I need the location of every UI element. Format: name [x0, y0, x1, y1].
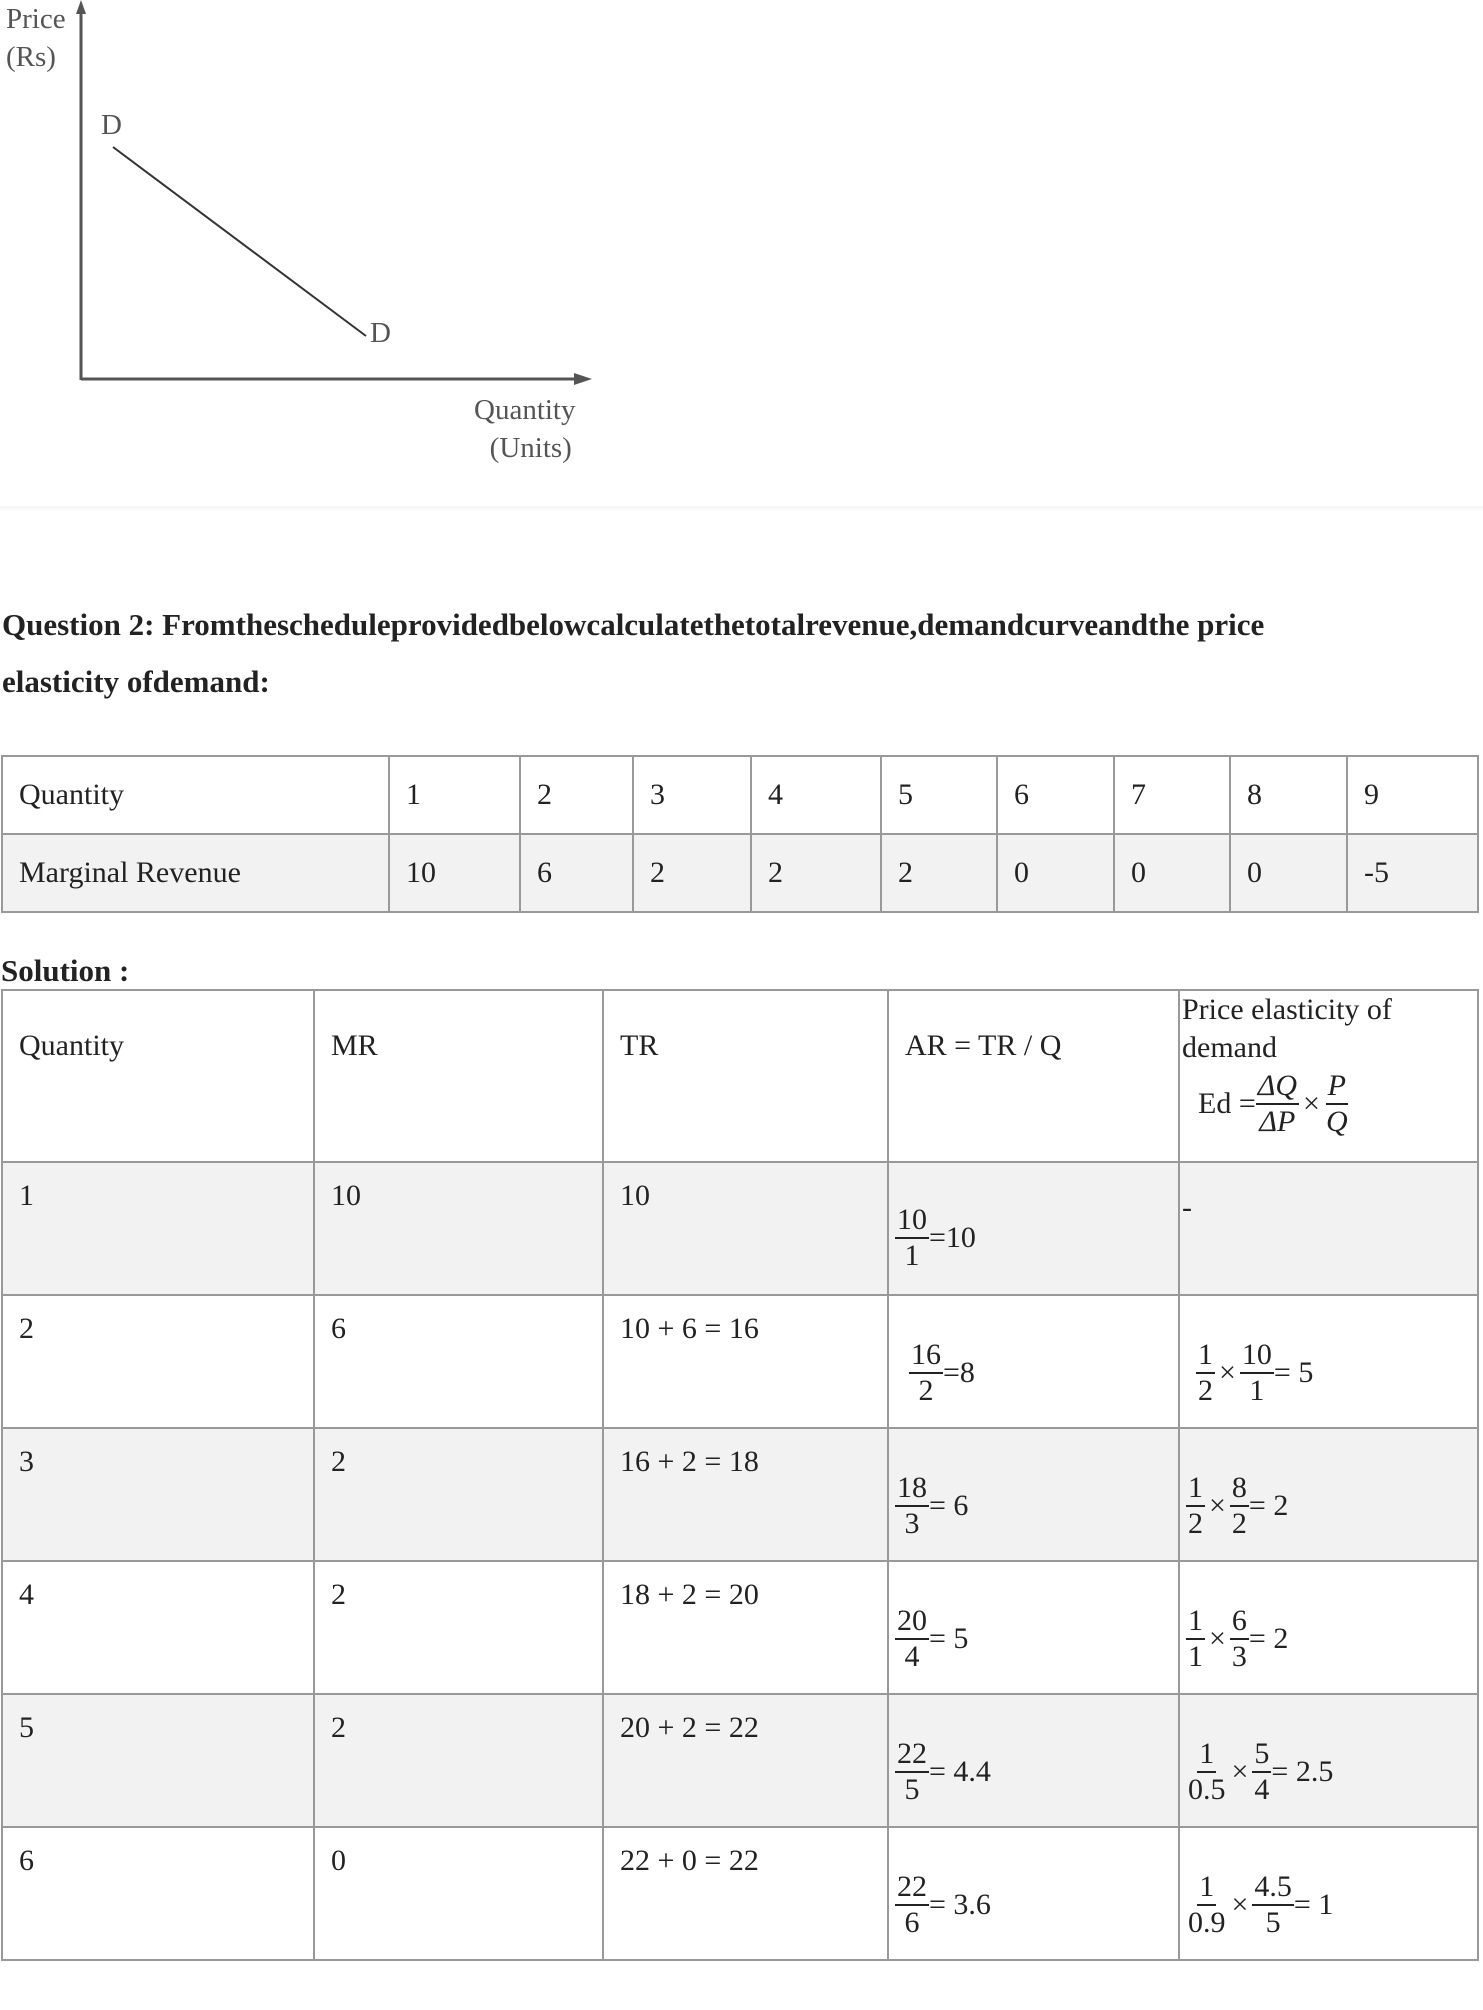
mr-cell: 2: [751, 834, 881, 912]
curve-label-start: D: [101, 109, 122, 141]
solution-row: [2, 1162, 1478, 1295]
mr-cell: 6: [314, 1295, 603, 1428]
quantity-cell: 8: [1230, 756, 1347, 834]
mr-cell: 2: [314, 1561, 603, 1694]
section-divider: [0, 506, 1483, 512]
tr-cell: 10 + 6 = 16: [603, 1295, 888, 1428]
mr-cell: 0: [1114, 834, 1230, 912]
mr-cell: -5: [1347, 834, 1478, 912]
quantity-cell: 1: [389, 756, 520, 834]
row-label: Marginal Revenue: [2, 834, 389, 912]
quantity-cell: 2: [2, 1295, 314, 1428]
mr-cell: 2: [881, 834, 997, 912]
ar-cell: $\frac{22}{6}$ = 3.6: [888, 1827, 1179, 1960]
marginal-revenue-row: [2, 834, 1478, 912]
header-quantity: Quantity: [2, 990, 314, 1162]
tr-cell: 16 + 2 = 18: [603, 1428, 888, 1561]
solution-row: [2, 1561, 1478, 1694]
demand-curve-diagram: [0, 0, 620, 480]
quantity-cell: 9: [1347, 756, 1478, 834]
ar-cell: $\frac{22}{5}$ = 4.4: [888, 1694, 1179, 1827]
header-mr: MR: [314, 990, 603, 1162]
quantity-cell: 4: [751, 756, 881, 834]
ar-cell: $\frac{10}{1}$ =10: [888, 1162, 1179, 1295]
y-axis-label: Price (Rs): [6, 3, 66, 73]
question-heading: Question 2: Fromthescheduleprovidedbelowcalculatethetotalrevenue,demandcurveandthe price elasticity ofdemand:: [2, 607, 1265, 699]
quantity-cell: 5: [881, 756, 997, 834]
mr-cell: 0: [997, 834, 1114, 912]
quantity-cell: 6: [997, 756, 1114, 834]
elasticity-cell: -: [1179, 1162, 1478, 1295]
quantity-cell: 4: [2, 1561, 314, 1694]
mr-cell: 2: [314, 1428, 603, 1561]
solution-row: [2, 1827, 1478, 1960]
quantity-cell: 2: [520, 756, 633, 834]
row-label: Quantity: [2, 756, 389, 834]
solution-header-row: [2, 990, 1478, 1162]
mr-cell: 0: [314, 1827, 603, 1960]
tr-cell: 10: [603, 1162, 888, 1295]
quantity-cell: 5: [2, 1694, 314, 1827]
mr-cell: 10: [389, 834, 520, 912]
solution-label: Solution :: [1, 953, 130, 988]
schedule-table: [1, 755, 1479, 913]
mr-cell: 2: [314, 1694, 603, 1827]
quantity-cell: 3: [633, 756, 751, 834]
tr-cell: 22 + 0 = 22: [603, 1827, 888, 1960]
elasticity-cell: $\frac{1}{0.9}$ × $\frac{4.5}{5}$ = 1: [1179, 1827, 1478, 1960]
ar-cell: $\frac{20}{4}$ = 5: [888, 1561, 1179, 1694]
elasticity-cell: $\frac{1}{0.5}$ × $\frac{5}{4}$ = 2.5: [1179, 1694, 1478, 1827]
header-tr: TR: [603, 990, 888, 1162]
quantity-cell: 6: [2, 1827, 314, 1960]
quantity-cell: 1: [2, 1162, 314, 1295]
mr-cell: 0: [1230, 834, 1347, 912]
mr-cell: 6: [520, 834, 633, 912]
elasticity-cell: $\frac{1}{2}$ × $\frac{10}{1}$ = 5: [1179, 1295, 1478, 1428]
ar-cell: $\frac{18}{3}$ = 6: [888, 1428, 1179, 1561]
quantity-cell: 7: [1114, 756, 1230, 834]
solution-table: [1, 989, 1479, 1961]
header-ar: AR = TR / Q: [888, 990, 1179, 1162]
solution-row: [2, 1295, 1478, 1428]
header-price-elasticity: Price elasticity of demand Ed = $\frac{\Delta Q}{\Delta P}$ × $\frac{P}{Q}$: [1179, 990, 1478, 1162]
curve-label-end: D: [370, 317, 391, 349]
quantity-row: [2, 756, 1478, 834]
solution-row: [2, 1428, 1478, 1561]
mr-cell: 2: [633, 834, 751, 912]
elasticity-cell: $\frac{1}{1}$ × $\frac{6}{3}$ = 2: [1179, 1561, 1478, 1694]
ar-cell: $\frac{16}{2}$ =8: [888, 1295, 1179, 1428]
quantity-cell: 3: [2, 1428, 314, 1561]
x-axis-label: Quantity (Units): [474, 394, 576, 464]
tr-cell: 18 + 2 = 20: [603, 1561, 888, 1694]
elasticity-cell: $\frac{1}{2}$ × $\frac{8}{2}$ = 2: [1179, 1428, 1478, 1561]
mr-cell: 10: [314, 1162, 603, 1295]
solution-row: [2, 1694, 1478, 1827]
elasticity-formula: Ed = $\frac{\Delta Q}{\Delta P}$ × $\frac{P}{Q}$: [1198, 1069, 1348, 1138]
tr-cell: 20 + 2 = 22: [603, 1694, 888, 1827]
